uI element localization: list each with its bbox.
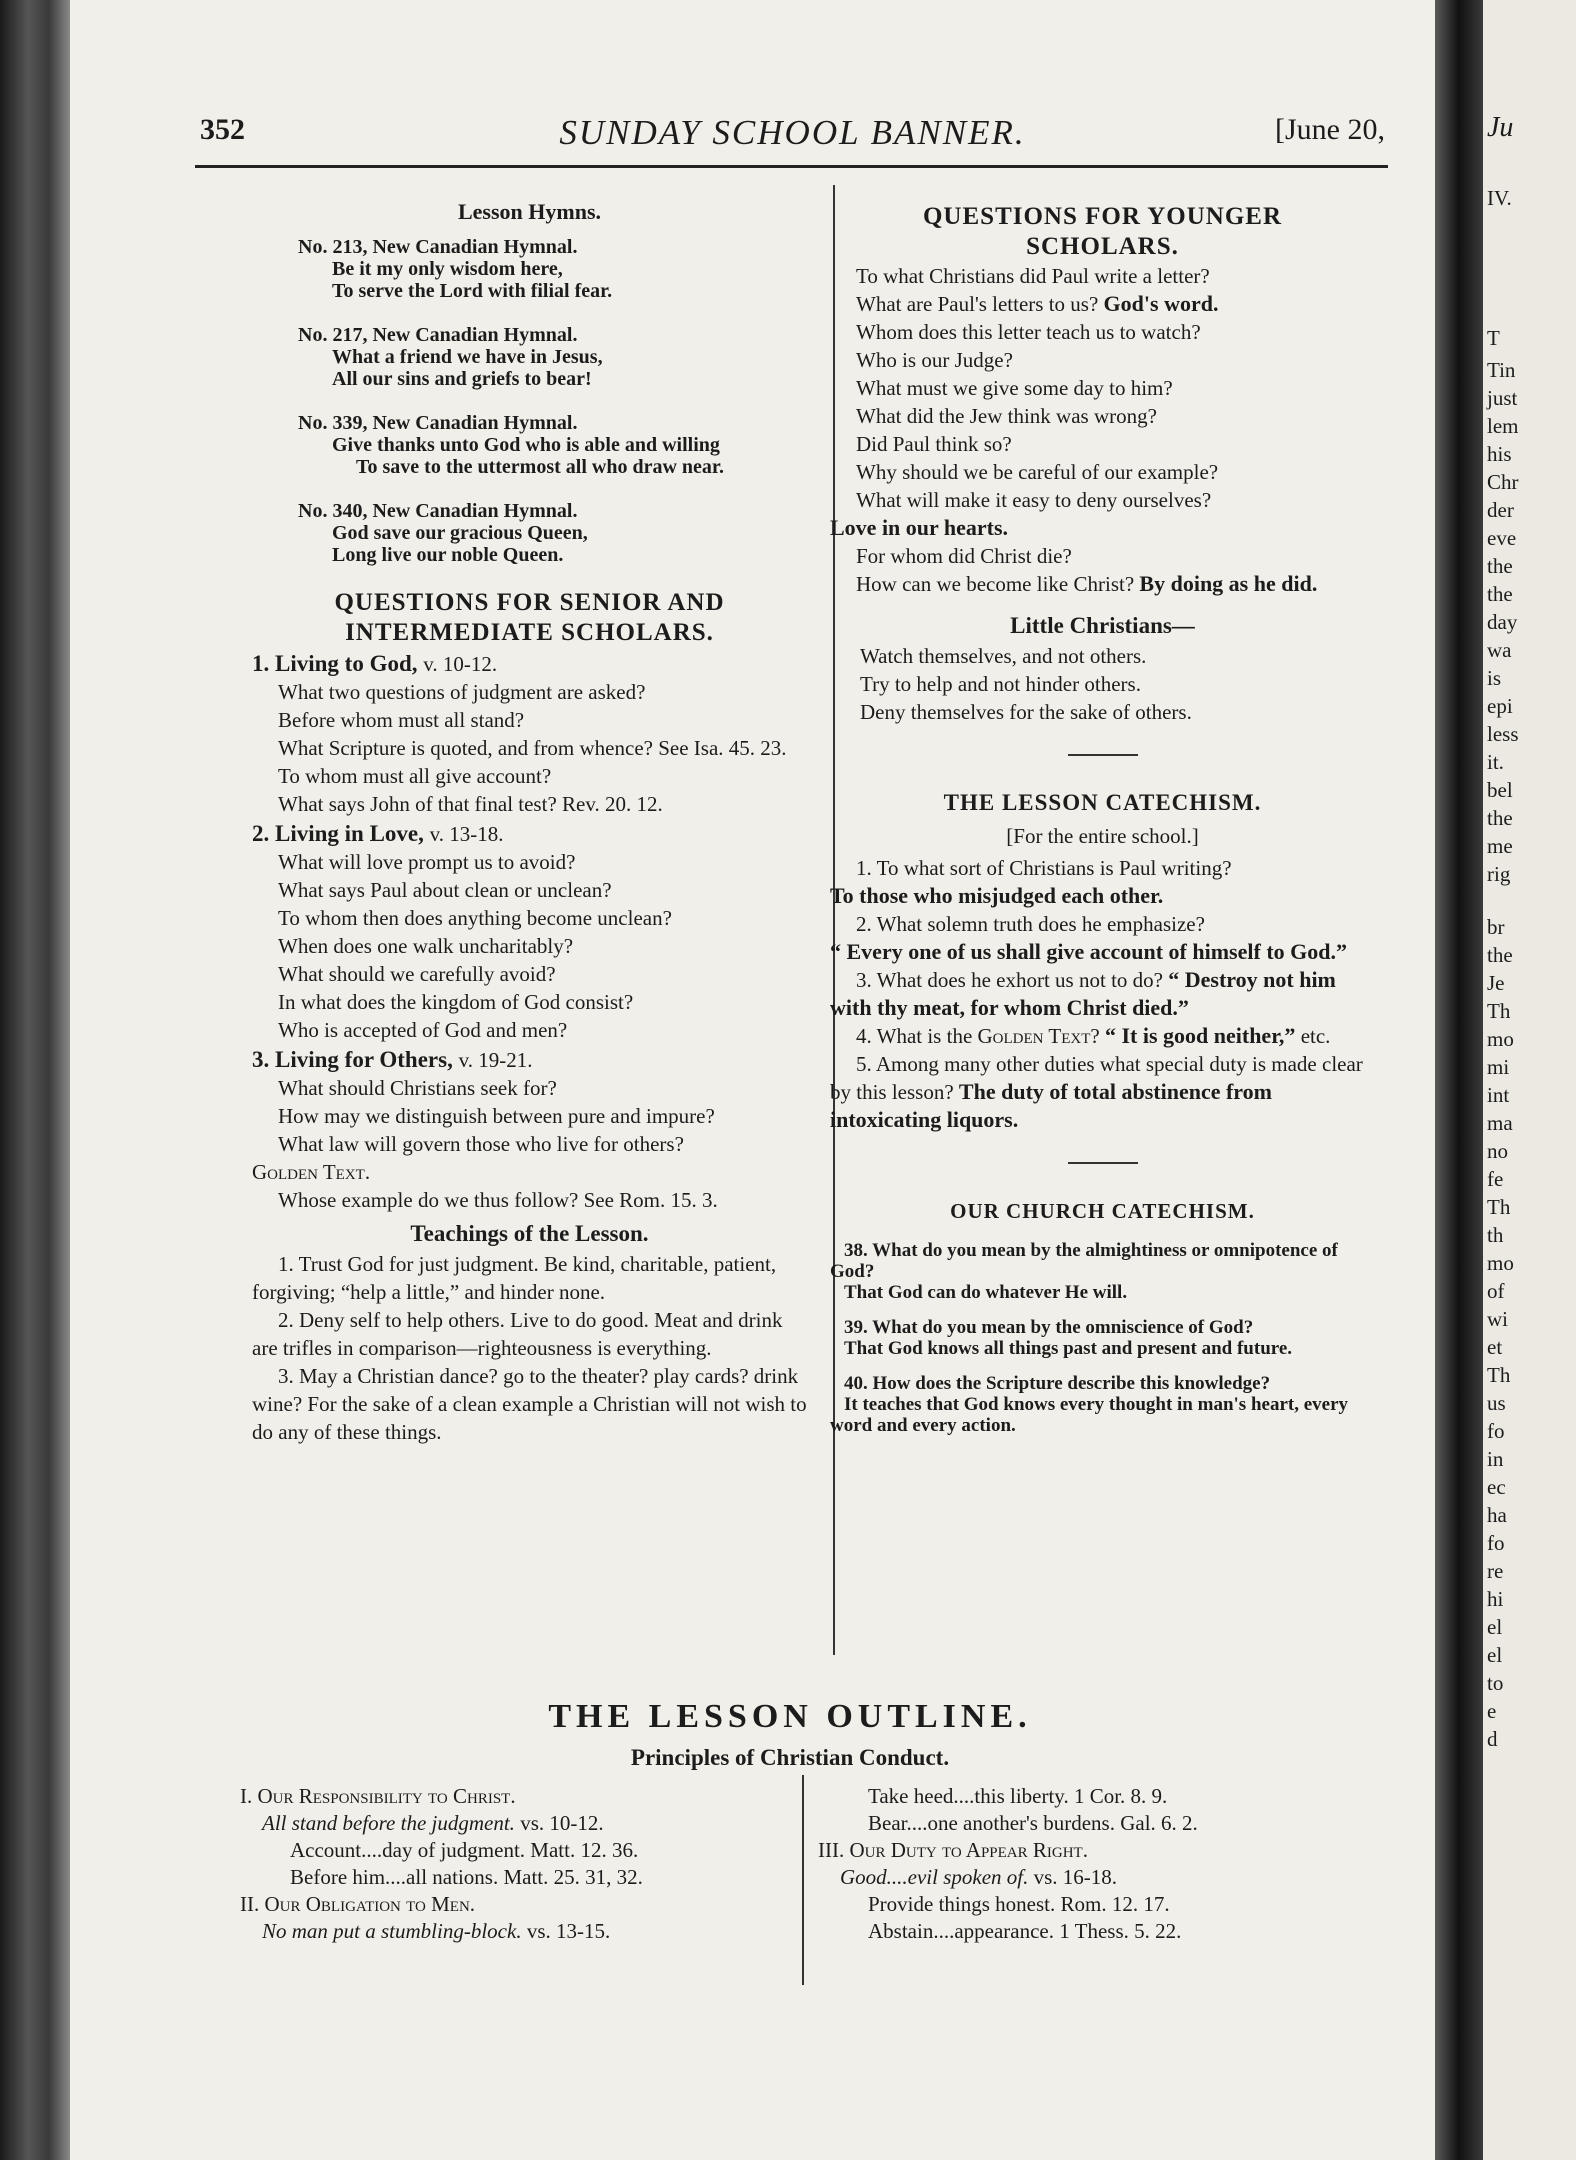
adjacent-page-text: day [1487, 610, 1518, 634]
outline-text: III. Our Duty to Appear Right. [818, 1838, 1088, 1862]
outline-item [818, 1891, 1378, 1918]
question: What will love prompt us to avoid? [278, 850, 576, 874]
question: When does one walk uncharitably? [278, 934, 574, 958]
outline-item [240, 1810, 800, 1837]
outline-ref: Matt. 25. 31, 32. [503, 1865, 643, 1889]
catechism-question: 4. What is the Golden Text? “ It is good neither,” etc. [856, 1023, 1331, 1048]
answer: God's word. [1103, 291, 1219, 316]
section-divider [1068, 754, 1138, 756]
outline-ref: Matt. 12. 36. [530, 1838, 639, 1862]
outline-ref: Gal. 6. 2. [1120, 1811, 1198, 1835]
younger-questions-title-1: QUESTIONS FOR YOUNGER [922, 203, 1282, 230]
hymn-line: To serve the Lord with filial fear. [332, 280, 613, 302]
church-catechism-title: OUR CHURCH CATECHISM. [950, 1199, 1255, 1223]
answer: Love in our hearts. [830, 515, 1009, 540]
adjacent-page-text: ha [1487, 1503, 1507, 1527]
outline-item [818, 1810, 1378, 1837]
adjacent-page-text: T [1487, 326, 1500, 350]
hymn-line: Be it my only wisdom here, [332, 258, 563, 280]
question: In what does the kingdom of God consist? [278, 990, 634, 1014]
outline-item [818, 1918, 1378, 1945]
adjacent-page-text: the [1487, 943, 1513, 967]
adjacent-page-text: rig [1487, 862, 1511, 886]
adjacent-page-text: ec [1487, 1475, 1506, 1499]
question: What Scripture is quoted, and from whence? See Isa. 45. 23. [278, 736, 787, 760]
adjacent-page-text: lem [1487, 414, 1519, 438]
adjacent-page-text: th [1487, 1223, 1504, 1247]
hymn-entry [298, 500, 807, 566]
adjacent-page-text: just [1487, 386, 1518, 410]
question: Who is accepted of God and men? [278, 1018, 568, 1042]
adjacent-page-text: d [1487, 1727, 1498, 1751]
little-christians-title: Little Christians— [1010, 613, 1195, 638]
question: What says John of that final test? Rev. 20. 12. [278, 792, 663, 816]
question: What says Paul about clean or unclean? [278, 878, 612, 902]
outline-ref: vs. 10-12. [520, 1811, 604, 1835]
outline-text: I. Our Responsibility to Christ. [240, 1784, 516, 1808]
adjacent-page-text: Th [1487, 1363, 1511, 1387]
adjacent-page-text: der [1487, 498, 1514, 522]
question: What should Christians seek for? [278, 1076, 557, 1100]
adjacent-page-text: e [1487, 1699, 1497, 1723]
left-column [252, 198, 807, 1446]
outline-title: THE LESSON OUTLINE. [548, 1698, 1032, 1735]
adjacent-page-text: br [1487, 915, 1505, 939]
church-question: 40. How does the Scripture describe this knowledge? [844, 1373, 1271, 1394]
section-heading [252, 650, 807, 678]
adjacent-page-text: us [1487, 1391, 1506, 1415]
outline-text: Provide things honest. [868, 1892, 1056, 1916]
catechism-question: 5. Among many other duties what special duty is made clear by this lesson? The duty of total abstinence from intoxicating liquors. [830, 1052, 1363, 1132]
question: For whom did Christ die? [856, 544, 1072, 568]
adjacent-page-text: fo [1487, 1531, 1505, 1555]
page-number: 352 [200, 113, 245, 146]
outline-text: Before him....all nations. [290, 1865, 499, 1889]
little-christians-list [830, 642, 1375, 726]
question: How can we become like Christ? By doing as he did. [856, 571, 1318, 596]
question: How may we distinguish between pure and impure? [278, 1104, 715, 1128]
adjacent-page-text: the [1487, 806, 1513, 830]
hymn-number: No. 213, New Canadian Hymnal. [298, 236, 578, 258]
little-christians-line: Try to help and not hinder others. [860, 672, 1141, 696]
section-heading [252, 1046, 807, 1074]
teachings-list [252, 1250, 807, 1446]
question: What will make it easy to deny ourselves? [856, 488, 1212, 512]
adjacent-page-text: fo [1487, 1419, 1505, 1443]
question: Who is our Judge? [856, 348, 1013, 372]
hymn-entry [298, 412, 807, 478]
adjacent-page-text: of [1487, 1279, 1505, 1303]
adjacent-page-text: Tin [1487, 358, 1516, 382]
outline-text: Good....evil spoken of. [840, 1865, 1029, 1889]
senior-questions [252, 650, 807, 1214]
outline-text: Bear....one another's burdens. [868, 1811, 1115, 1835]
adjacent-page-text: re [1487, 1559, 1504, 1583]
adjacent-page-text: wa [1487, 638, 1512, 662]
question: What two questions of judgment are asked? [278, 680, 646, 704]
section-title: 3. Living for Others, [252, 1047, 453, 1072]
question: To whom must all give account? [278, 764, 552, 788]
hymn-number: No. 339, New Canadian Hymnal. [298, 412, 578, 434]
teaching-item: 1. Trust God for just judgment. Be kind, charitable, patient, forgiving; “help a little,” and hinder none. [252, 1252, 777, 1304]
lesson-hymns-title: Lesson Hymns. [457, 199, 602, 224]
adjacent-page-text: the [1487, 554, 1513, 578]
hymn-line: To save to the uttermost all who draw near. [356, 456, 724, 478]
adjacent-page-text: his [1487, 442, 1512, 466]
question: Why should we be careful of our example? [856, 460, 1219, 484]
adjacent-page-text: el [1487, 1643, 1503, 1667]
outline-item [818, 1837, 1378, 1864]
outline-ref: 1 Thess. 5. 22. [1059, 1919, 1182, 1943]
adjacent-page-text: to [1487, 1671, 1504, 1695]
hymn-number: No. 340, New Canadian Hymnal. [298, 500, 578, 522]
outline-item [818, 1864, 1378, 1891]
question: Whom does this letter teach us to watch? [856, 320, 1201, 344]
adjacent-page-text: less [1487, 722, 1519, 746]
church-question: 38. What do you mean by the almightiness or omnipotence of God? [830, 1240, 1338, 1282]
section-heading [252, 820, 807, 848]
adjacent-page-fragment [1483, 0, 1576, 2160]
lesson-catechism [830, 854, 1375, 1134]
catechism-answer: “ It is good neither,” [1104, 1023, 1296, 1048]
adjacent-page-text: in [1487, 1447, 1504, 1471]
hymn-number: No. 217, New Canadian Hymnal. [298, 324, 578, 346]
church-catechism [830, 1240, 1375, 1436]
outline-text: Abstain....appearance. [868, 1919, 1054, 1943]
adjacent-page-text: it. [1487, 750, 1504, 774]
church-question: 39. What do you mean by the omniscience of God? [844, 1317, 1254, 1338]
little-christians-line: Watch themselves, and not others. [860, 644, 1147, 668]
catechism-answer: To those who misjudged each other. [830, 883, 1164, 908]
adjacent-page-text: me [1487, 834, 1513, 858]
adjacent-page-text: epi [1487, 694, 1513, 718]
adjacent-page-text: the [1487, 582, 1513, 606]
outline-right-column [818, 1783, 1378, 1945]
question: What are Paul's letters to us? God's word. [856, 291, 1219, 316]
senior-questions-title: QUESTIONS FOR SENIOR AND INTERMEDIATE SCHOLARS. [334, 589, 725, 646]
outline-item [240, 1918, 800, 1945]
outline-text: II. Our Obligation to Men. [240, 1892, 476, 1916]
younger-questions-title-2: SCHOLARS. [1026, 233, 1179, 260]
outline-ref: vs. 13-15. [526, 1919, 611, 1943]
adjacent-page-text: is [1487, 666, 1502, 690]
hymn-line: Long live our noble Queen. [332, 544, 564, 566]
adjacent-page-text: el [1487, 1615, 1503, 1639]
adjacent-page-text: bel [1487, 778, 1513, 802]
outline-text: Account....day of judgment. [290, 1838, 526, 1862]
section-verses: v. 19-21. [458, 1048, 533, 1072]
catechism-question: 1. To what sort of Christians is Paul writing? [856, 856, 1232, 880]
hymn-list [252, 236, 807, 566]
adjacent-page-header: Ju [1487, 112, 1514, 143]
outline-text: Take heed....this liberty. [868, 1784, 1069, 1808]
question: Before whom must all stand? [278, 708, 525, 732]
teaching-item: 2. Deny self to help others. Live to do good. Meat and drink are trifles in comparison—righteousness is everything. [252, 1308, 783, 1360]
question: What law will govern those who live for others? [278, 1132, 684, 1156]
hymn-line: What a friend we have in Jesus, [332, 346, 603, 368]
outline-text: No man put a stumbling-block. [262, 1919, 522, 1943]
outline-ref: vs. 16-18. [1033, 1865, 1118, 1889]
hymn-entry [298, 236, 807, 302]
adjacent-page-text: mo [1487, 1027, 1514, 1051]
adjacent-page-text: mo [1487, 1251, 1514, 1275]
adjacent-page-text: mi [1487, 1055, 1510, 1079]
adjacent-page-text: wi [1487, 1307, 1508, 1331]
adjacent-page-text: int [1487, 1083, 1510, 1107]
outline-item [818, 1783, 1378, 1810]
adjacent-page-text: IV. [1487, 186, 1512, 210]
section-title: 1. Living to God, [252, 651, 418, 676]
hymn-line: Give thanks unto God who is able and willing [332, 434, 720, 456]
little-christians-line: Deny themselves for the sake of others. [860, 700, 1192, 724]
question: Did Paul think so? [856, 432, 1012, 456]
question: To what Christians did Paul write a letter? [856, 264, 1210, 288]
question: What did the Jew think was wrong? [856, 404, 1157, 428]
adjacent-page-text: Chr [1487, 470, 1519, 494]
outline-item [240, 1837, 800, 1864]
hymn-line: God save our gracious Queen, [332, 522, 588, 544]
question: What must we give some day to him? [856, 376, 1173, 400]
adjacent-page-text: et [1487, 1335, 1503, 1359]
question: To whom then does anything become unclean? [278, 906, 672, 930]
adjacent-page-text: no [1487, 1139, 1508, 1163]
outline-divider [802, 1775, 804, 1985]
outline-item [240, 1783, 800, 1810]
lesson-catechism-subtitle: [For the entire school.] [1006, 824, 1199, 848]
adjacent-page-text: ma [1487, 1111, 1513, 1135]
catechism-question: 3. What does he exhort us not to do? “ Destroy not him with thy meat, for whom Christ died.” [830, 967, 1336, 1020]
section-verses: v. 13-18. [429, 822, 504, 846]
section-verses: v. 10-12. [423, 652, 498, 676]
church-answer: That God knows all things past and present and future. [844, 1338, 1293, 1359]
outline-text: All stand before the judgment. [262, 1811, 515, 1835]
younger-questions [830, 262, 1375, 598]
catechism-answer: “ Destroy not him with thy meat, for whom Christ died.” [830, 967, 1336, 1020]
outline-subtitle: Principles of Christian Conduct. [630, 1745, 950, 1770]
adjacent-page-text: eve [1487, 526, 1517, 550]
section-title: 2. Living in Love, [252, 821, 424, 846]
church-answer: It teaches that God knows every thought in man's heart, every word and every action. [830, 1394, 1349, 1436]
adjacent-page-text: hi [1487, 1587, 1504, 1611]
answer: By doing as he did. [1139, 571, 1318, 596]
question: Whose example do we thus follow? See Rom. 15. 3. [278, 1188, 718, 1212]
book-spine-edge [0, 0, 70, 2160]
question: What should we carefully avoid? [278, 962, 556, 986]
lesson-catechism-title: THE LESSON CATECHISM. [943, 790, 1262, 815]
outline-item [240, 1864, 800, 1891]
adjacent-page-text: Je [1487, 971, 1505, 995]
golden-text-label: Golden Text. [252, 1160, 371, 1184]
catechism-question: 2. What solemn truth does he emphasize? [856, 912, 1205, 936]
catechism-answer: The duty of total abstinence from intoxicating liquors. [830, 1079, 1273, 1132]
adjacent-page-text: Th [1487, 1195, 1511, 1219]
hymn-line: All our sins and griefs to bear! [332, 368, 592, 390]
outline-ref: Rom. 12. 17. [1060, 1892, 1170, 1916]
catechism-answer: “ Every one of us shall give account of himself to God.” [830, 939, 1347, 964]
adjacent-page-text: Th [1487, 999, 1511, 1023]
book-gutter [1435, 0, 1483, 2160]
church-answer: That God can do whatever He will. [844, 1282, 1128, 1303]
outline-left-column [240, 1783, 800, 1945]
right-column [830, 198, 1375, 1436]
outline-ref: 1 Cor. 8. 9. [1073, 1784, 1168, 1808]
header-rule [195, 165, 1388, 168]
outline-item [240, 1891, 800, 1918]
teachings-title: Teachings of the Lesson. [410, 1221, 649, 1246]
page-header [200, 113, 1385, 163]
section-divider [1068, 1162, 1138, 1164]
teaching-item: 3. May a Christian dance? go to the theater? play cards? drink wine? For the sake of a clean example a Christian will not wish to do any of these things. [252, 1364, 807, 1444]
adjacent-page-text: fe [1487, 1167, 1504, 1191]
hymn-entry [298, 324, 807, 390]
issue-date: [June 20, [1275, 113, 1385, 146]
running-title: SUNDAY SCHOOL BANNER. [559, 113, 1026, 152]
